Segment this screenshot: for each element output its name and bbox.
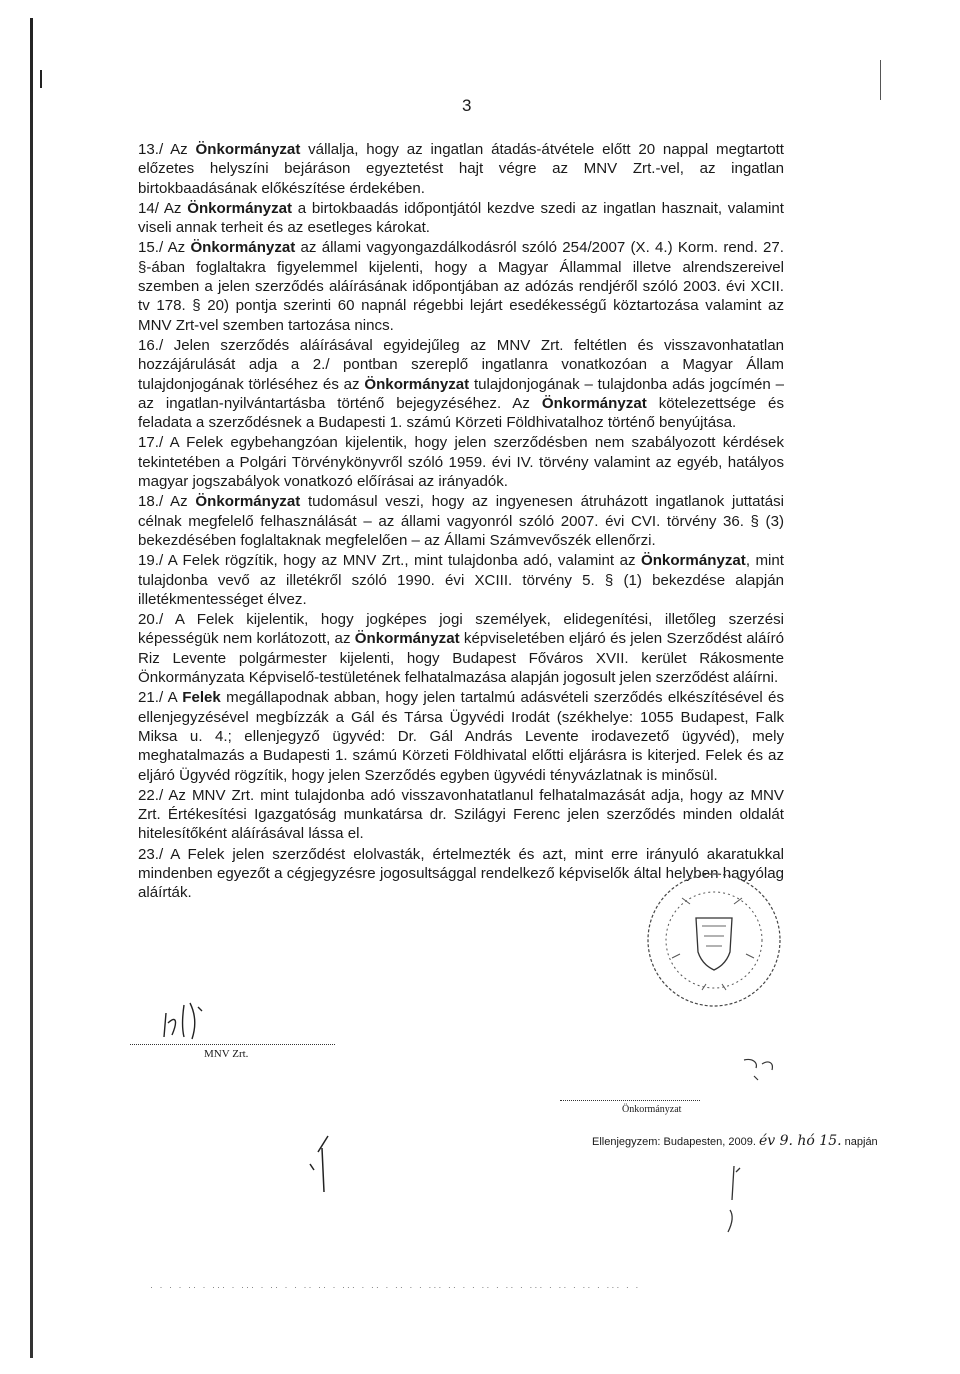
party-name: Önkormányzat	[640, 552, 746, 570]
mnv-signature-line	[130, 1044, 335, 1045]
clause-text: 17./ A Felek egybehangzóan kijelentik, hogy jelen szerződésben nem szabályozott kérdések tekintetében a Polgári Törvénykönyvről szóló 1959. évi IV. törvény valamint az egyéb, hatályos magyar jogszabályok vonatkozó előírásai az irányadók.	[138, 434, 784, 491]
mnv-caption: MNV Zrt.	[204, 1048, 249, 1060]
municipality-caption: Önkormányzat	[622, 1104, 682, 1115]
clause-text: tulajdonjogának – tulajdonba adás jogcímén – az ingatlan-nyilvántartásba történő bejegyzéséhez. Az	[138, 375, 784, 412]
clause-20	[138, 610, 784, 687]
scan-edge-line	[30, 18, 33, 1358]
clause-18	[138, 492, 784, 550]
clause-text: 22./ Az MNV Zrt. mint tulajdonba adó visszavonhatatlanul felhatalmazását adja, hogy az MNV Zrt. Értékesítési Igazgatóság munkatársa dr. Szilágyi Ferenc jelen szerződés minden oldalát hitelesítőként aláírásával lássa el.	[138, 786, 784, 843]
party-name: Önkormányzat	[195, 493, 301, 511]
clause-text: kötelezettsége és feladata a szerződésnek a Budapesti 1. számú Körzeti Földhivatalhoz történő benyújtása.	[138, 394, 784, 432]
scan-footer-noise: · · · · ·· · ··· · ··· · ·· · · ·· ·· · ··· · ·· · ·· · · ··· ·· · · ·· · ·· · ··· · ·· · ·· · ··· · ·	[150, 1282, 641, 1292]
page-number: 3	[462, 96, 472, 115]
municipality-handwritten-signature	[558, 1040, 788, 1100]
mnv-signature-block	[138, 985, 334, 1045]
scan-edge-mark	[40, 70, 42, 88]
scan-corner-mark	[880, 60, 881, 100]
clause-text: 18./ Az	[138, 493, 196, 511]
clause-text: képviseletében eljáró és jelen Szerződést aláíró Riz Levente polgármester kijelenti, hogy Budapest Főváros XVII. kerület Rákosmente Önkormányzata Képviselő-testületének felhatalmazása alapján jogosult jelen szerződést aláírni.	[138, 630, 784, 687]
clause-17	[138, 433, 784, 491]
contract-body	[138, 140, 784, 903]
clause-text: megállapodnak abban, hogy jelen tartalmú adásvételi szerződés elkészítésével és ellenjegyzésével megbízzák a Gál és Társa Ügyvédi Irodát (székhelye: 1055 Budapest, Falk Miksa u. 4.; ellenjegyző ügyvéd: Dr. Gál András Levente irodavezető ügyvéd), mely meghatalmazás a Budapesti 1. számú Körzeti Földhivatal előtti eljárásra is kiterjed. Felek és az eljáró Ügyvéd rögzítik, hogy jelen Szerződés egyben ügyvédi tényvázlatnak is minősül.	[138, 689, 784, 784]
clause-text: az állami vagyongazdálkodásról szóló 254/2007 (X. 4.) Korm. rend. 27. §-ában foglaltakra figyelemmel kijelenti, hogy a Magyar Állammal illetve alrendszereivel szemben a jelen szerződés aláírásának időpontjában az adózás rendjéről szóló 2003. évi XCII. tv 178. § 20) pontja szerinti 60 napnál régebbi lejárt esedékességű köztartozása valamint az MNV Zrt-vel szemben tartozása nincs.	[138, 239, 784, 334]
clause-21	[138, 688, 784, 784]
clause-15	[138, 238, 784, 334]
countersign-suffix: napján	[844, 1136, 878, 1148]
clause-text: 15./ Az	[138, 239, 191, 257]
clause-text: 20./ A Felek kijelentik, hogy jogképes jogi személyek, elidegenítési, illetőleg szerzési képességük nem korlátozott, az	[138, 611, 784, 648]
clause-14	[138, 199, 784, 238]
party-name: Felek	[182, 689, 221, 707]
clause-text: a birtokbaadás időpontjától kezdve szedi az ingatlan hasznait, valamint viseli annak terheit és az esetleges károkat.	[138, 199, 785, 237]
clause-text: , mint tulajdonba vevő az illetékről szóló 1990. évi XCIII. törvény 5. § (1) bekezdése alapján illetékmentességet élvez.	[138, 552, 784, 608]
clause-text: tudomásul veszi, hogy az ingyenesen átruházott ingatlanok juttatási célnak megfelelő felhasználását – az állami vagyonról szóló 2007. évi CVI. törvény 36. § (3) bekezdésében foglaltaknak megfelelően – az Állami Számvevőszék ellenőrzi.	[138, 493, 784, 549]
clause-22	[138, 786, 784, 844]
party-name: Önkormányzat	[364, 375, 470, 393]
clause-19	[138, 551, 784, 609]
clause-text: vállalja, hogy az ingatlan átadás-átvétele előtt 20 nappal megtartott előzetes helyszíni bejáráson egyeztetést hajt végre az MNV Zrt.-vel, az ingatlan birtokbaadásának előkészítése érdekében.	[138, 141, 784, 197]
clause-text: 16./ Jelen szerződés aláírásával egyidejűleg az MNV Zrt. feltétlen és visszavonhatatlan hozzájárulását adja a 2./ pontban szereplő ingatlanra vonatkozóan a Magyar Állam tulajdonjogának törléséhez és az	[138, 336, 784, 393]
party-name: Önkormányzat	[190, 239, 296, 257]
party-name: Önkormányzat	[187, 199, 293, 217]
clause-text: 14/ Az	[138, 199, 188, 217]
clause-13	[138, 140, 784, 198]
clause-text: 19./ A Felek rögzítik, hogy az MNV Zrt., mint tulajdonba adó, valamint az	[138, 552, 641, 570]
clause-text: 21./ A	[138, 689, 183, 707]
countersign-line	[592, 1133, 878, 1149]
party-name: Önkormányzat	[354, 630, 460, 648]
clause-16	[138, 336, 784, 432]
countersign-date: év 9. hó 15.	[758, 1133, 842, 1149]
mnv-handwritten-signature	[138, 985, 334, 1045]
municipality-seal	[642, 868, 786, 1012]
clause-text: 13./ Az	[138, 141, 196, 158]
lawyer-initial-mark	[300, 1130, 340, 1200]
lawyer-signature-mark	[720, 1160, 760, 1240]
clause-text: 23./ A Felek jelen szerződést elolvasták, értelmezték és azt, mint erre irányuló akaratukkal mindenben egyezőt a cégjegyzésre jogosultsággal rendelkező képviselők által helyben hagyólag aláírták.	[138, 845, 784, 902]
countersign-prefix: Ellenjegyzem: Budapesten, 2009.	[592, 1136, 756, 1148]
party-name: Önkormányzat	[195, 141, 301, 158]
municipality-signature-line	[560, 1100, 700, 1101]
party-name: Önkormányzat	[541, 394, 647, 412]
municipality-signature-block	[558, 1040, 788, 1100]
